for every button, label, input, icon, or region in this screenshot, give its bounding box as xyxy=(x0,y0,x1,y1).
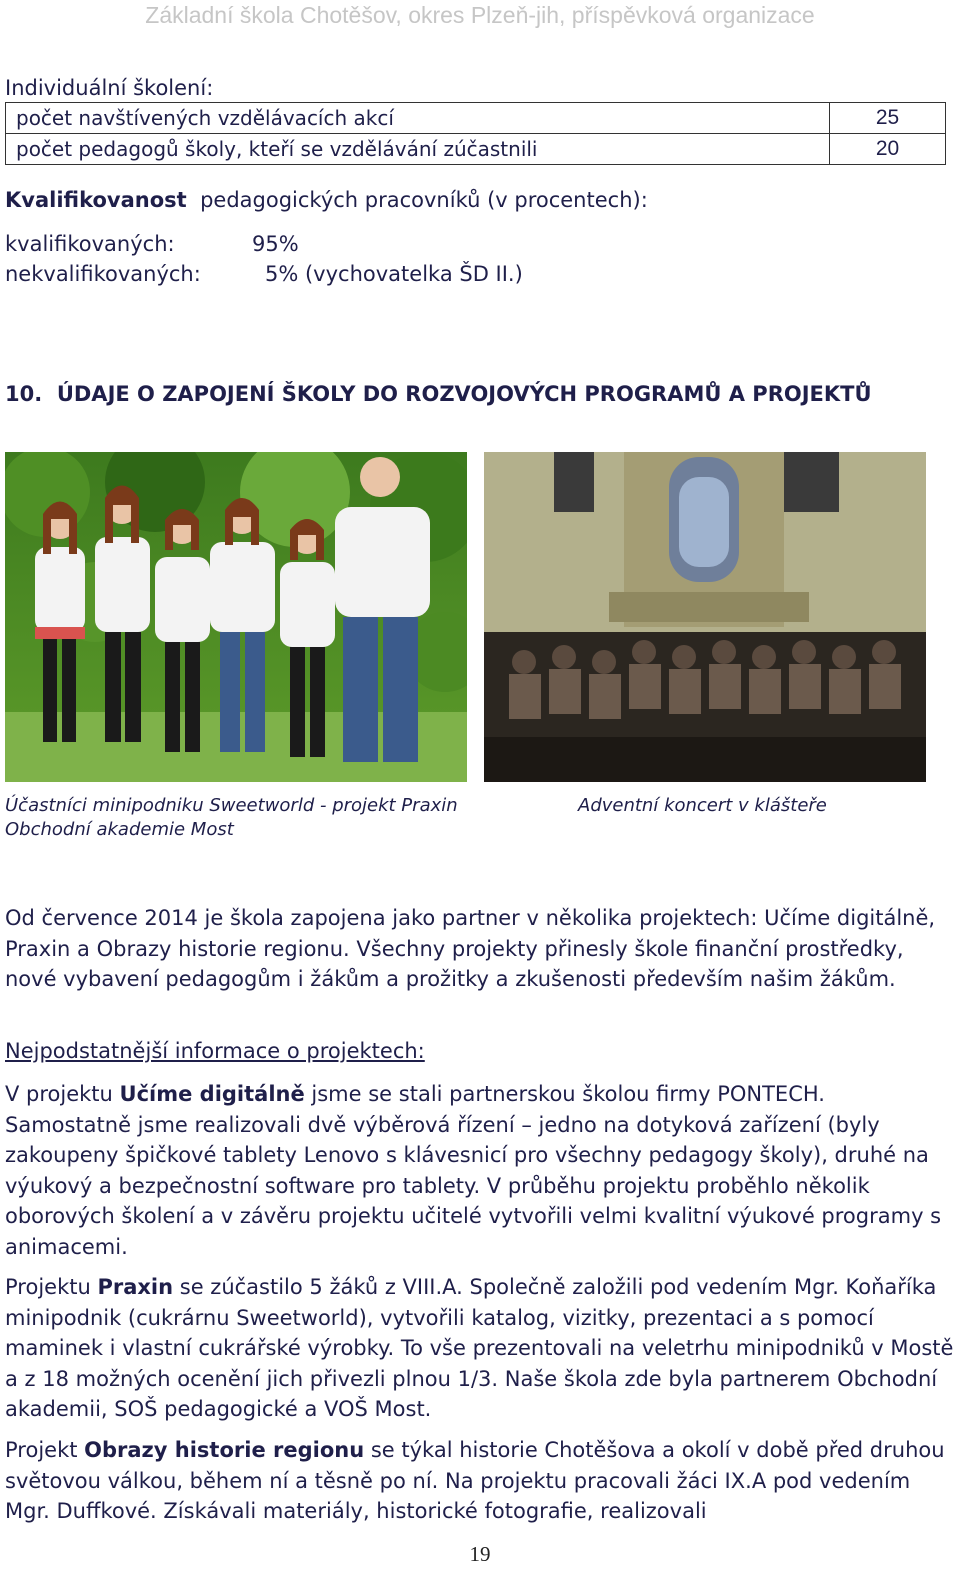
qualified-label: kvalifikovaných: xyxy=(5,232,175,256)
stat-value: 20 xyxy=(830,134,946,165)
table-row xyxy=(6,134,946,165)
photo-caption-2: Adventní koncert v klášteře xyxy=(578,795,827,816)
qualification-heading-bold: Kvalifikovanost xyxy=(5,188,187,212)
photo-caption-1-line2: Obchodní akademie Most xyxy=(5,819,234,840)
concert-photo-icon xyxy=(484,452,926,782)
p1-post: jsme se stali partnerskou školou firmy PONTECH. Samostatně jsme realizovali dvě výběrová řízení – jedno na dotyková zařízení (byly zakoupeny špičkové tablety Lenovo s klávesnicí pro všechny pedagogy školy), druhé na výukový a bezpečnostní software pro tablety. V průběhu projektu proběhlo několik oborových školení a v závěru projektu učitelé vytvořili velmi kvalitní výukové programy s animacemi. xyxy=(5,1082,942,1259)
project-ucime-digitalne-paragraph xyxy=(5,1079,955,1262)
project-praxin-paragraph xyxy=(5,1272,955,1425)
group-photo-illustration xyxy=(5,452,467,782)
unqualified-value: 5% (vychovatelka ŠD II.) xyxy=(265,262,523,286)
concert-photo-illustration xyxy=(484,452,926,782)
p3-post: se týkal historie Chotěšova a okolí v době před druhou světovou válkou, během ní a těsně po ní. Na projektu pracovali žáci IX.A pod vedením Mgr. Duffkové. Získávali materiály, historické fotografie, realizovali xyxy=(5,1438,945,1523)
unqualified-label: nekvalifikovaných: xyxy=(5,262,201,286)
page-number: 19 xyxy=(469,1542,491,1566)
training-stats-table xyxy=(5,102,946,165)
qualified-row xyxy=(5,230,299,258)
intro-paragraph: Od července 2014 je škola zapojena jako partner v několika projektech: Učíme digitálně, Praxin a Obrazy historie regionu. Všechny projekty přinesly škole finanční prostředky, nové vybavení pedagogům i žákům a prožitky a zkušenosti především našim žákům. xyxy=(5,906,936,991)
projects-subheading-text: Nejpodstatnější informace o projektech: xyxy=(5,1039,425,1063)
p2-pre: Projektu xyxy=(5,1275,98,1299)
qualification-heading xyxy=(5,186,648,214)
chapter-heading xyxy=(5,380,872,408)
p1-pre: V projektu xyxy=(5,1082,120,1106)
stat-label: počet navštívených vzdělávacích akcí xyxy=(6,103,830,134)
page-header: Základní škola Chotěšov, okres Plzeň-jih, příspěvková organizace xyxy=(145,2,815,28)
projects-subheading xyxy=(5,1036,955,1067)
unqualified-row xyxy=(5,260,523,288)
photo-caption-1-line1: Účastníci minipodniku Sweetworld - projekt Praxin xyxy=(5,795,458,816)
stat-label: počet pedagogů školy, kteří se vzdělávání zúčastnili xyxy=(6,134,830,165)
chapter-title: ÚDAJE O ZAPOJENÍ ŠKOLY DO ROZVOJOVÝCH PROGRAMŮ A PROJEKTŮ xyxy=(56,382,872,406)
p3-project-name: Obrazy historie regionu xyxy=(84,1438,365,1462)
individual-training-label: Individuální školení: xyxy=(5,76,214,100)
chapter-number: 10. xyxy=(5,382,43,406)
p3-pre: Projekt xyxy=(5,1438,85,1462)
table-row xyxy=(6,103,946,134)
stat-value: 25 xyxy=(830,103,946,134)
group-photo-icon xyxy=(5,452,467,782)
p2-project-name: Praxin xyxy=(97,1275,174,1299)
p2-post: se zúčastilo 5 žáků z VIII.A. Společně založili pod vedením Mgr. Koňaříka minipodnik (cukrárnu Sweetworld), vytvořili katalog, vizitky, prezentaci a s pomocí maminek i vlastní cukrářské výrobky. To vše prezentovali na veletrhu minipodniků v Mostě a z 18 možných ocenění jich přivezli plnou 1/3. Naše škola zde byla partnerem Obchodní akademii, SOŠ pedagogické a VOŠ Most. xyxy=(5,1275,954,1421)
project-obrazy-historie-paragraph xyxy=(5,1435,955,1527)
p1-project-name: Učíme digitálně xyxy=(119,1082,305,1106)
photo-caption-1 xyxy=(5,794,458,842)
qualification-heading-rest: pedagogických pracovníků (v procentech): xyxy=(200,188,648,212)
qualified-value: 95% xyxy=(252,232,299,256)
